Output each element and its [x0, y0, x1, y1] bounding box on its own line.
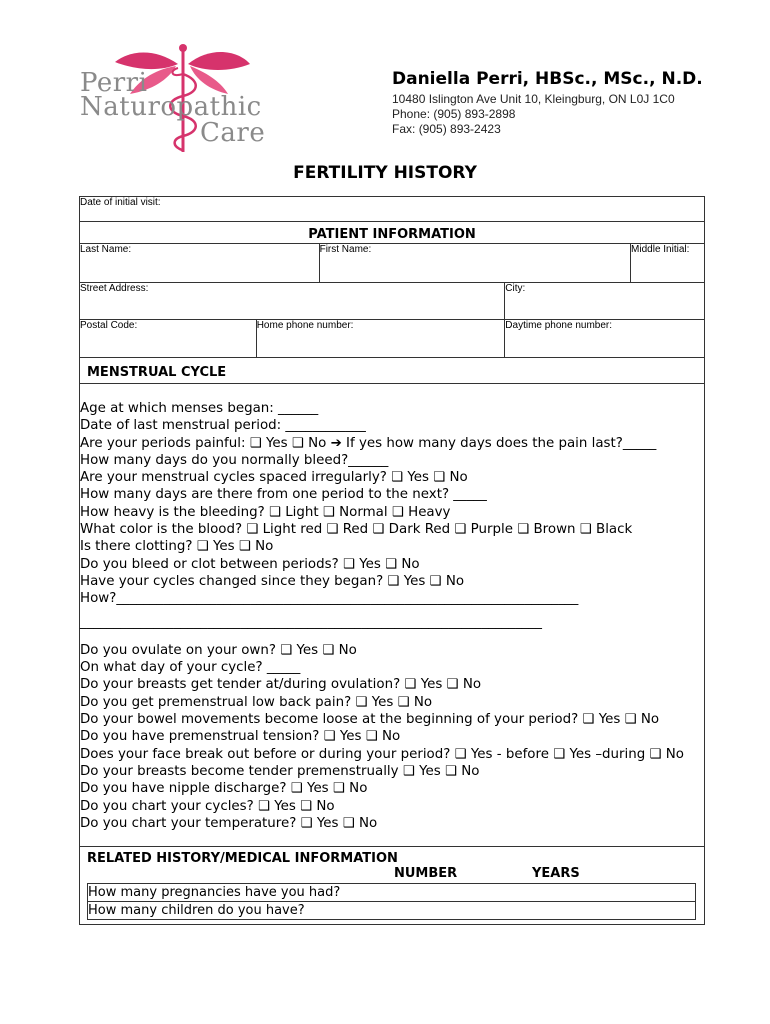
doctor-name: Daniella Perri, HBSc., MSc., N.D.: [392, 69, 703, 89]
postal-code-field[interactable]: Postal Code:: [80, 320, 257, 358]
menstrual-question[interactable]: Do your breasts become tender premenstrually ❑ Yes ❑ No: [80, 763, 480, 779]
menstrual-question[interactable]: Are your menstrual cycles spaced irregularly? ❑ Yes ❑ No: [80, 470, 468, 486]
menstrual-question[interactable]: Age at which menses began: ______: [80, 401, 319, 416]
blank-answer-line[interactable]: _____________________________________________________________________: [80, 614, 542, 630]
menstrual-question[interactable]: Is there clotting? ❑ Yes ❑ No: [80, 539, 274, 555]
menstrual-question[interactable]: Do you get premenstrual low back pain? ❑ Yes ❑ No: [80, 694, 433, 710]
menstrual-question[interactable]: What color is the blood? ❑ Light red ❑ Red ❑ Dark Red ❑ Purple ❑ Brown ❑ Black: [80, 522, 633, 538]
fax-number: (905) 893-2423: [418, 122, 501, 136]
daytime-phone-field[interactable]: Daytime phone number:: [505, 320, 705, 358]
menstrual-question[interactable]: Do your bowel movements become loose at the beginning of your period? ❑ Yes ❑ No: [80, 712, 660, 728]
years-column-header: YEARS: [532, 866, 580, 882]
fax-label: Fax:: [392, 122, 416, 136]
related-history-heading: RELATED HISTORY/MEDICAL INFORMATION: [87, 851, 398, 867]
menstrual-question[interactable]: Have your cycles changed since they began? ❑ Yes ❑ No: [80, 573, 465, 589]
menstrual-question[interactable]: Are your periods painful: ❑ Yes ❑ No ➔ If yes how many days does the pain last?_____: [80, 435, 657, 451]
date-initial-visit-field[interactable]: Date of initial visit:: [80, 197, 705, 222]
children-question[interactable]: How many children do you have?: [88, 902, 696, 920]
logo-text-naturopathic: Naturopathic: [80, 92, 262, 122]
menstrual-question[interactable]: Do you have premenstrual tension? ❑ Yes ❑ No: [80, 729, 401, 745]
phone-number: (905) 893-2898: [433, 107, 516, 121]
menstrual-question[interactable]: On what day of your cycle? _____: [80, 660, 301, 676]
home-phone-field[interactable]: Home phone number:: [256, 320, 505, 358]
related-history-section: [80, 847, 705, 925]
menstrual-question[interactable]: How?_____________________________________________________________________: [80, 591, 579, 607]
clinic-address: 10480 Islington Ave Unit 10, Kleingburg, ON L0J 1C0: [392, 92, 675, 106]
clinic-fax: [392, 122, 501, 136]
menstrual-question[interactable]: Do you chart your temperature? ❑ Yes ❑ No: [80, 815, 378, 831]
related-history-table: [87, 883, 696, 920]
patient-info-heading: PATIENT INFORMATION: [80, 222, 705, 244]
table-row: [88, 884, 696, 902]
clinic-phone: [392, 107, 515, 121]
logo-text-perri: Perri: [80, 68, 148, 98]
menstrual-question[interactable]: Does your face break out before or during your period? ❑ Yes - before ❑ Yes –during ❑ No: [80, 746, 684, 762]
fertility-form: [79, 196, 705, 925]
menstrual-cycle-heading: MENSTRUAL CYCLE: [80, 358, 705, 384]
pregnancies-question[interactable]: How many pregnancies have you had?: [88, 884, 696, 902]
menstrual-question[interactable]: Do you chart your cycles? ❑ Yes ❑ No: [80, 798, 335, 814]
phone-label: Phone:: [392, 107, 431, 121]
menstrual-question[interactable]: Date of last menstrual period: ____________: [80, 418, 366, 434]
logo-text-care: Care: [200, 118, 266, 148]
number-column-header: NUMBER: [394, 866, 458, 882]
city-field[interactable]: City:: [505, 283, 705, 320]
clinic-logo: [60, 40, 290, 158]
menstrual-question[interactable]: Do your breasts get tender at/during ovulation? ❑ Yes ❑ No: [80, 677, 482, 693]
related-history-columns: [80, 866, 704, 883]
menstrual-question[interactable]: How heavy is the bleeding? ❑ Light ❑ Normal ❑ Heavy: [80, 504, 451, 520]
table-row: [88, 902, 696, 920]
last-name-field[interactable]: Last Name:: [80, 244, 320, 283]
menstrual-question[interactable]: How many days are there from one period to the next? _____: [80, 487, 487, 503]
form-title: FERTILITY HISTORY: [293, 163, 477, 183]
menstrual-question[interactable]: Do you ovulate on your own? ❑ Yes ❑ No: [80, 642, 357, 658]
menstrual-question[interactable]: Do you have nipple discharge? ❑ Yes ❑ No: [80, 781, 368, 797]
middle-initial-field[interactable]: Middle Initial:: [631, 244, 705, 283]
menstrual-question[interactable]: Do you bleed or clot between periods? ❑ Yes ❑ No: [80, 556, 420, 572]
menstrual-question[interactable]: How many days do you normally bleed?______: [80, 452, 389, 468]
first-name-field[interactable]: First Name:: [319, 244, 630, 283]
street-address-field[interactable]: Street Address:: [80, 283, 505, 320]
menstrual-cycle-questions: [80, 384, 705, 847]
